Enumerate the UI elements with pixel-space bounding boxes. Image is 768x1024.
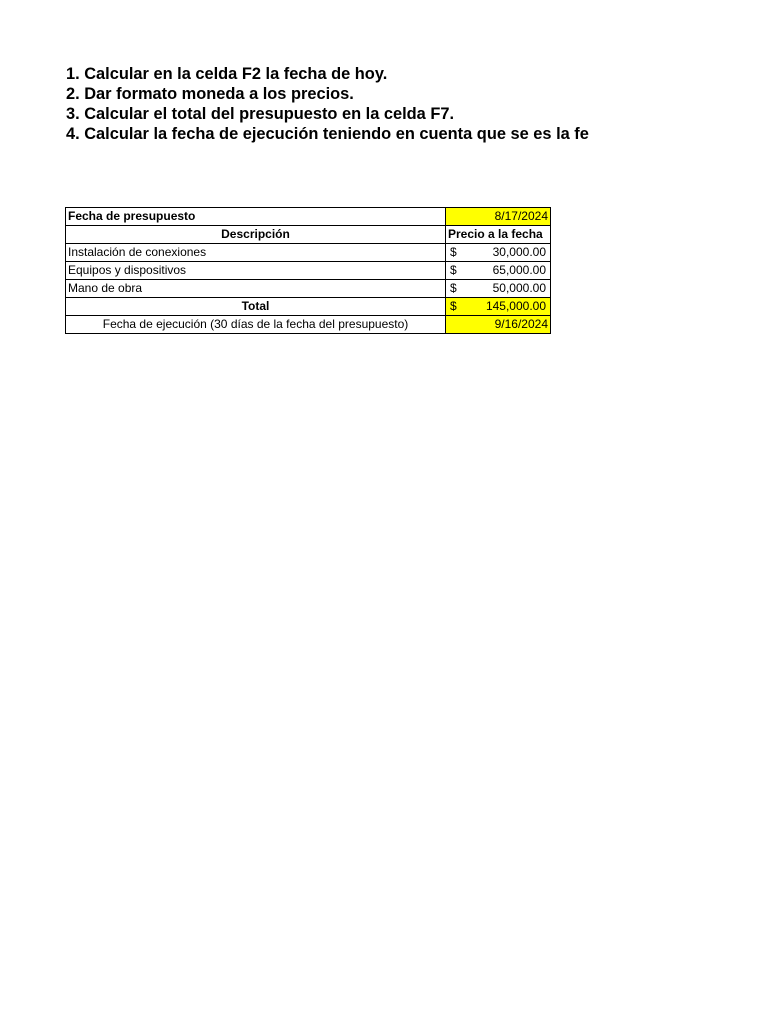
budget-date-row: [66, 208, 551, 226]
header-description[interactable]: Descripción: [66, 226, 446, 244]
item-price-cell[interactable]: [446, 280, 551, 298]
execution-row: [66, 316, 551, 334]
item-amount: 50,000.00: [492, 281, 546, 295]
total-amount-cell[interactable]: [446, 298, 551, 316]
currency-symbol: $: [450, 245, 457, 259]
item-price-cell[interactable]: [446, 244, 551, 262]
item-description[interactable]: Mano de obra: [66, 280, 446, 298]
total-amount: 145,000.00: [485, 299, 546, 313]
table-row: [66, 244, 551, 262]
item-amount: 30,000.00: [492, 245, 546, 259]
currency-symbol: $: [450, 299, 457, 313]
instruction-4: 4. Calcular la fecha de ejecución teniendo en cuenta que se es la fe: [66, 125, 589, 143]
item-amount: 65,000.00: [492, 263, 546, 277]
header-row: [66, 226, 551, 244]
budget-date-label[interactable]: Fecha de presupuesto: [66, 208, 446, 226]
table-row: [66, 280, 551, 298]
currency-symbol: $: [450, 263, 457, 277]
instructions-block: [66, 64, 756, 144]
item-description[interactable]: Instalación de conexiones: [66, 244, 446, 262]
total-row: [66, 298, 551, 316]
instruction-1: 1. Calcular en la celda F2 la fecha de hoy.: [66, 65, 388, 83]
item-price-cell[interactable]: [446, 262, 551, 280]
currency-symbol: $: [450, 281, 457, 295]
instruction-3: 3. Calcular el total del presupuesto en la celda F7.: [66, 105, 455, 123]
execution-label[interactable]: Fecha de ejecución (30 días de la fecha del presupuesto): [66, 316, 446, 334]
table-row: [66, 262, 551, 280]
budget-date-value[interactable]: 8/17/2024: [446, 208, 551, 226]
header-price[interactable]: Precio a la fecha: [446, 226, 551, 244]
total-label[interactable]: Total: [66, 298, 446, 316]
execution-date-value[interactable]: 9/16/2024: [446, 316, 551, 334]
instruction-2: 2. Dar formato moneda a los precios.: [66, 85, 354, 103]
budget-table: [65, 207, 551, 334]
item-description[interactable]: Equipos y dispositivos: [66, 262, 446, 280]
